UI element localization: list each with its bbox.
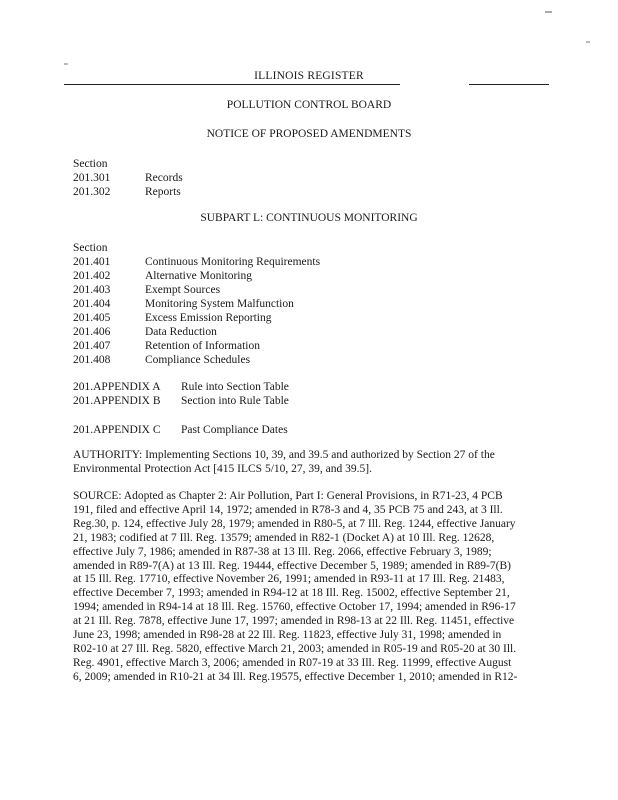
section-row	[73, 283, 220, 297]
appendix-row	[73, 423, 288, 437]
source-line: at 15 Ill. Reg. 17710, effective November 26, 1991; amended in R93-11 at 17 Ill. Reg. 21483,	[73, 573, 505, 586]
section-number: 201.405	[73, 312, 111, 324]
section-row	[73, 171, 183, 185]
section-title: Retention of Information	[145, 340, 260, 352]
header-rule-left	[64, 84, 400, 85]
section-title: Data Reduction	[145, 326, 217, 338]
section-row	[73, 255, 320, 269]
section-heading: Section	[73, 158, 108, 170]
section-number: 201.301	[73, 172, 111, 184]
section-row	[73, 325, 217, 339]
source-line: effective July 7, 1986; amended in R87-38 at 13 Ill. Reg. 2066, effective February 3, 1989;	[73, 545, 492, 558]
section-number: 201.401	[73, 256, 111, 268]
source-line: June 23, 1998; amended in R98-28 at 22 Ill. Reg. 11823, effective July 31, 1998; amended in	[73, 629, 502, 642]
authority-line: AUTHORITY: Implementing Sections 10, 39, and 39.5 and authorized by Section 27 of the	[73, 449, 495, 461]
subpart-heading: SUBPART L: CONTINUOUS MONITORING	[200, 212, 418, 224]
agency-name: POLLUTION CONTROL BOARD	[226, 99, 392, 111]
register-title: ILLINOIS REGISTER	[254, 70, 364, 82]
section-number: 201.408	[73, 354, 111, 366]
source-line: 191, filed and effective April 14, 1972; amended in R78-3 and 4, 35 PCB 75 and 243, at 3 Ill.	[73, 503, 503, 516]
source-line: amended in R89-7(A) at 13 Ill. Reg. 19444, effective December 5, 1989; amended in R89-7(B)	[73, 559, 511, 572]
source-line: Reg. 4901, effective March 3, 2006; amended in R07-19 at 33 Ill. Reg. 11999, effective August	[73, 656, 512, 669]
appendix-title: Rule into Section Table	[181, 381, 289, 393]
section-title: Records	[145, 172, 183, 184]
source-line: 1994; amended in R94-14 at 18 Ill. Reg. 15760, effective October 17, 1994; amended in R96-17	[73, 601, 516, 614]
appendix-number: 201.APPENDIX C	[73, 424, 161, 436]
section-title: Excess Emission Reporting	[145, 312, 272, 324]
appendix-number: 201.APPENDIX A	[73, 381, 161, 393]
section-title: Alternative Monitoring	[145, 270, 252, 282]
section-number: 201.402	[73, 270, 111, 282]
section-title: Reports	[145, 186, 181, 198]
appendix-row	[73, 380, 289, 394]
source-line: effective December 7, 1993; amended in R94-12 at 18 Ill. Reg. 15002, effective September 21,	[73, 587, 510, 600]
header-rule-right	[469, 84, 549, 85]
section-row	[73, 297, 294, 311]
section-number: 201.404	[73, 298, 111, 310]
section-number: 201.403	[73, 284, 111, 296]
section-row	[73, 269, 252, 283]
authority-paragraph	[73, 449, 521, 477]
section-row	[73, 185, 181, 199]
authority-line: Environmental Protection Act [415 ILCS 5/10, 27, 39, and 39.5].	[73, 462, 372, 475]
section-row	[73, 339, 260, 353]
source-paragraph	[73, 490, 521, 685]
section-heading: Section	[73, 242, 108, 254]
source-line: 6, 2009; amended in R10-21 at 34 Ill. Reg.19575, effective December 1, 2010; amended in R12-	[73, 670, 518, 683]
source-line: Reg.30, p. 124, effective July 28, 1979; amended in R80-5, at 7 Ill. Reg. 1244, effective January	[73, 517, 516, 530]
notice-title: NOTICE OF PROPOSED AMENDMENTS	[206, 128, 412, 140]
section-number: 201.407	[73, 340, 111, 352]
source-line: at 21 Ill. Reg. 7878, effective June 17, 1997; amended in R98-13 at 22 Ill. Reg. 11451, effective	[73, 615, 515, 628]
appendix-number: 201.APPENDIX B	[73, 395, 161, 407]
section-number: 201.302	[73, 186, 111, 198]
appendix-title: Past Compliance Dates	[181, 424, 288, 436]
section-row	[73, 353, 250, 367]
section-title: Monitoring System Malfunction	[145, 298, 294, 310]
section-title: Compliance Schedules	[145, 354, 251, 366]
source-line: R02-10 at 27 Ill. Reg. 5820, effective March 21, 2003; amended in R05-19 and R05-20 at 30 Ill.	[73, 642, 517, 655]
section-row	[73, 311, 272, 325]
section-number: 201.406	[73, 326, 111, 338]
source-line: 21, 1983; codified at 7 Ill. Reg. 13579; amended in R82-1 (Docket A) at 10 Ill. Reg. 12628,	[73, 531, 495, 544]
section-title: Continuous Monitoring Requirements	[145, 256, 321, 268]
source-line: SOURCE: Adopted as Chapter 2: Air Pollution, Part I: General Provisions, in R71-23, 4 PCB	[73, 490, 503, 502]
appendix-row	[73, 394, 289, 408]
appendix-title: Section into Rule Table	[181, 395, 289, 407]
section-title: Exempt Sources	[145, 284, 221, 296]
